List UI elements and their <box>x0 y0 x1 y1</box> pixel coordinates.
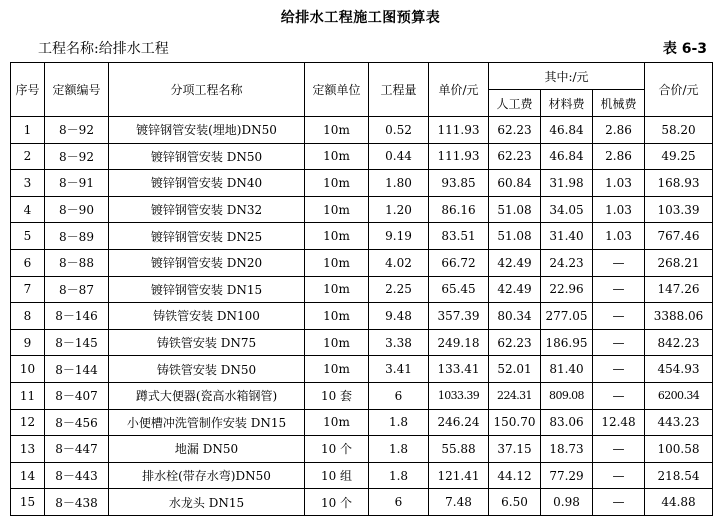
cell-total: 454.93 <box>645 356 713 383</box>
cell-machine: 1.03 <box>593 170 645 197</box>
header-material: 材料费 <box>541 90 593 117</box>
cell-unit: 10m <box>305 329 369 356</box>
cell-qty: 2.25 <box>369 276 429 303</box>
document-title: 给排水工程施工图预算表 <box>280 10 441 26</box>
cell-qty: 1.8 <box>369 436 429 463</box>
cell-price: 1033.39 <box>429 382 489 409</box>
cell-name: 镀锌钢管安装 DN32 <box>109 196 305 223</box>
table-row <box>11 489 713 516</box>
cell-total: 767.46 <box>645 223 713 250</box>
cell-unit: 10m <box>305 223 369 250</box>
cell-price: 357.39 <box>429 303 489 330</box>
cell-unit: 10m <box>305 409 369 436</box>
cell-unit: 10m <box>305 117 369 144</box>
cell-price: 133.41 <box>429 356 489 383</box>
cell-labor: 51.08 <box>489 223 541 250</box>
cell-labor: 62.23 <box>489 117 541 144</box>
cell-code: 8－145 <box>45 329 109 356</box>
cell-labor: 6.50 <box>489 489 541 516</box>
cell-name: 镀锌钢管安装 DN20 <box>109 249 305 276</box>
cell-material: 83.06 <box>541 409 593 436</box>
header-qty: 工程量 <box>369 63 429 117</box>
cell-unit: 10m <box>305 196 369 223</box>
cell-total: 443.23 <box>645 409 713 436</box>
table-row <box>11 462 713 489</box>
cell-code: 8－438 <box>45 489 109 516</box>
cell-seq: 15 <box>11 489 45 516</box>
cell-total: 168.93 <box>645 170 713 197</box>
project-name: 工程名称:给排水工程 <box>38 41 169 57</box>
table-row <box>11 436 713 463</box>
cell-code: 8－456 <box>45 409 109 436</box>
cell-unit: 10m <box>305 143 369 170</box>
cell-code: 8－91 <box>45 170 109 197</box>
cell-qty: 4.02 <box>369 249 429 276</box>
cell-labor: 52.01 <box>489 356 541 383</box>
cell-seq: 11 <box>11 382 45 409</box>
cell-price: 249.18 <box>429 329 489 356</box>
cell-qty: 6 <box>369 489 429 516</box>
cell-name: 镀锌钢管安装 DN40 <box>109 170 305 197</box>
cell-name: 铸铁管安装 DN50 <box>109 356 305 383</box>
header-unit-price: 单价/元 <box>429 63 489 117</box>
cell-material: 46.84 <box>541 117 593 144</box>
cell-name: 水龙头 DN15 <box>109 489 305 516</box>
cell-name: 铸铁管安装 DN75 <box>109 329 305 356</box>
cell-code: 8－92 <box>45 143 109 170</box>
cell-machine: — <box>593 489 645 516</box>
cell-price: 93.85 <box>429 170 489 197</box>
cell-code: 8－87 <box>45 276 109 303</box>
cell-total: 100.58 <box>645 436 713 463</box>
cell-name: 小便槽冲洗管制作安装 DN15 <box>109 409 305 436</box>
cell-machine: — <box>593 249 645 276</box>
cell-labor: 51.08 <box>489 196 541 223</box>
table-row <box>11 356 713 383</box>
cell-machine: — <box>593 436 645 463</box>
cell-qty: 6 <box>369 382 429 409</box>
cell-material: 31.40 <box>541 223 593 250</box>
header-total: 合价/元 <box>645 63 713 117</box>
header-seq: 序号 <box>11 63 45 117</box>
cell-name: 排水栓(带存水弯)DN50 <box>109 462 305 489</box>
cell-machine: 2.86 <box>593 117 645 144</box>
table-row <box>11 117 713 144</box>
cell-labor: 42.49 <box>489 249 541 276</box>
table-body <box>11 117 713 516</box>
cell-name: 镀锌钢管安装 DN15 <box>109 276 305 303</box>
cell-unit: 10 套 <box>305 382 369 409</box>
cell-total: 103.39 <box>645 196 713 223</box>
cell-seq: 2 <box>11 143 45 170</box>
cell-material: 809.08 <box>541 382 593 409</box>
cell-labor: 150.70 <box>489 409 541 436</box>
cell-machine: — <box>593 356 645 383</box>
cell-price: 111.93 <box>429 143 489 170</box>
cell-price: 65.45 <box>429 276 489 303</box>
table-number: 表 6-3 <box>662 41 707 57</box>
cell-code: 8－144 <box>45 356 109 383</box>
cell-total: 3388.06 <box>645 303 713 330</box>
cell-total: 6200.34 <box>645 382 713 409</box>
cell-code: 8－407 <box>45 382 109 409</box>
cell-labor: 224.31 <box>489 382 541 409</box>
budget-table <box>10 62 713 516</box>
cell-seq: 1 <box>11 117 45 144</box>
cell-qty: 0.44 <box>369 143 429 170</box>
cell-price: 86.16 <box>429 196 489 223</box>
table-row <box>11 329 713 356</box>
table-row <box>11 196 713 223</box>
cell-name: 地漏 DN50 <box>109 436 305 463</box>
table-row <box>11 249 713 276</box>
cell-material: 31.98 <box>541 170 593 197</box>
cell-machine: — <box>593 276 645 303</box>
cell-seq: 10 <box>11 356 45 383</box>
cell-qty: 1.8 <box>369 462 429 489</box>
cell-machine: 12.48 <box>593 409 645 436</box>
table-row <box>11 382 713 409</box>
cell-qty: 1.8 <box>369 409 429 436</box>
cell-code: 8－146 <box>45 303 109 330</box>
cell-material: 22.96 <box>541 276 593 303</box>
cell-code: 8－90 <box>45 196 109 223</box>
cell-labor: 37.15 <box>489 436 541 463</box>
cell-seq: 3 <box>11 170 45 197</box>
cell-material: 0.98 <box>541 489 593 516</box>
header-code: 定额编号 <box>45 63 109 117</box>
cell-qty: 9.48 <box>369 303 429 330</box>
cell-machine: — <box>593 303 645 330</box>
cell-total: 49.25 <box>645 143 713 170</box>
cell-total: 58.20 <box>645 117 713 144</box>
cell-qty: 1.20 <box>369 196 429 223</box>
table-row <box>11 303 713 330</box>
cell-machine: 1.03 <box>593 223 645 250</box>
cell-material: 277.05 <box>541 303 593 330</box>
cell-code: 8－89 <box>45 223 109 250</box>
cell-price: 55.88 <box>429 436 489 463</box>
cell-unit: 10 个 <box>305 436 369 463</box>
cell-code: 8－92 <box>45 117 109 144</box>
header-breakdown: 其中:/元 <box>489 63 645 90</box>
cell-machine: 1.03 <box>593 196 645 223</box>
header-unit: 定额单位 <box>305 63 369 117</box>
cell-material: 24.23 <box>541 249 593 276</box>
cell-code: 8－88 <box>45 249 109 276</box>
cell-seq: 4 <box>11 196 45 223</box>
cell-unit: 10m <box>305 356 369 383</box>
cell-total: 44.88 <box>645 489 713 516</box>
table-row <box>11 409 713 436</box>
cell-name: 蹲式大便器(瓷高水箱钢管) <box>109 382 305 409</box>
header-machine: 机械费 <box>593 90 645 117</box>
cell-material: 18.73 <box>541 436 593 463</box>
cell-code: 8－443 <box>45 462 109 489</box>
cell-name: 铸铁管安装 DN100 <box>109 303 305 330</box>
cell-name: 镀锌钢管安装 DN25 <box>109 223 305 250</box>
cell-seq: 5 <box>11 223 45 250</box>
cell-labor: 60.84 <box>489 170 541 197</box>
cell-machine: — <box>593 329 645 356</box>
cell-total: 218.54 <box>645 462 713 489</box>
table-row <box>11 170 713 197</box>
cell-labor: 44.12 <box>489 462 541 489</box>
cell-unit: 10m <box>305 276 369 303</box>
cell-name: 镀锌钢管安装 DN50 <box>109 143 305 170</box>
cell-seq: 13 <box>11 436 45 463</box>
cell-code: 8－447 <box>45 436 109 463</box>
cell-material: 46.84 <box>541 143 593 170</box>
cell-seq: 7 <box>11 276 45 303</box>
cell-total: 268.21 <box>645 249 713 276</box>
cell-seq: 8 <box>11 303 45 330</box>
cell-material: 77.29 <box>541 462 593 489</box>
cell-unit: 10m <box>305 303 369 330</box>
cell-material: 81.40 <box>541 356 593 383</box>
cell-total: 147.26 <box>645 276 713 303</box>
cell-price: 111.93 <box>429 117 489 144</box>
cell-labor: 80.34 <box>489 303 541 330</box>
cell-machine: 2.86 <box>593 143 645 170</box>
cell-seq: 12 <box>11 409 45 436</box>
cell-seq: 6 <box>11 249 45 276</box>
cell-qty: 1.80 <box>369 170 429 197</box>
cell-labor: 42.49 <box>489 276 541 303</box>
cell-seq: 14 <box>11 462 45 489</box>
cell-material: 186.95 <box>541 329 593 356</box>
cell-price: 121.41 <box>429 462 489 489</box>
cell-qty: 0.52 <box>369 117 429 144</box>
cell-name: 镀锌钢管安装(埋地)DN50 <box>109 117 305 144</box>
cell-price: 246.24 <box>429 409 489 436</box>
cell-qty: 3.38 <box>369 329 429 356</box>
cell-price: 66.72 <box>429 249 489 276</box>
cell-price: 83.51 <box>429 223 489 250</box>
header-name: 分项工程名称 <box>109 63 305 117</box>
cell-qty: 9.19 <box>369 223 429 250</box>
cell-labor: 62.23 <box>489 329 541 356</box>
cell-seq: 9 <box>11 329 45 356</box>
cell-machine: — <box>593 382 645 409</box>
table-row <box>11 276 713 303</box>
cell-unit: 10m <box>305 170 369 197</box>
header-labor: 人工费 <box>489 90 541 117</box>
cell-unit: 10 个 <box>305 489 369 516</box>
table-row <box>11 143 713 170</box>
cell-qty: 3.41 <box>369 356 429 383</box>
cell-material: 34.05 <box>541 196 593 223</box>
cell-unit: 10 组 <box>305 462 369 489</box>
cell-price: 7.48 <box>429 489 489 516</box>
cell-machine: — <box>593 462 645 489</box>
cell-unit: 10m <box>305 249 369 276</box>
cell-total: 842.23 <box>645 329 713 356</box>
cell-labor: 62.23 <box>489 143 541 170</box>
table-row <box>11 223 713 250</box>
